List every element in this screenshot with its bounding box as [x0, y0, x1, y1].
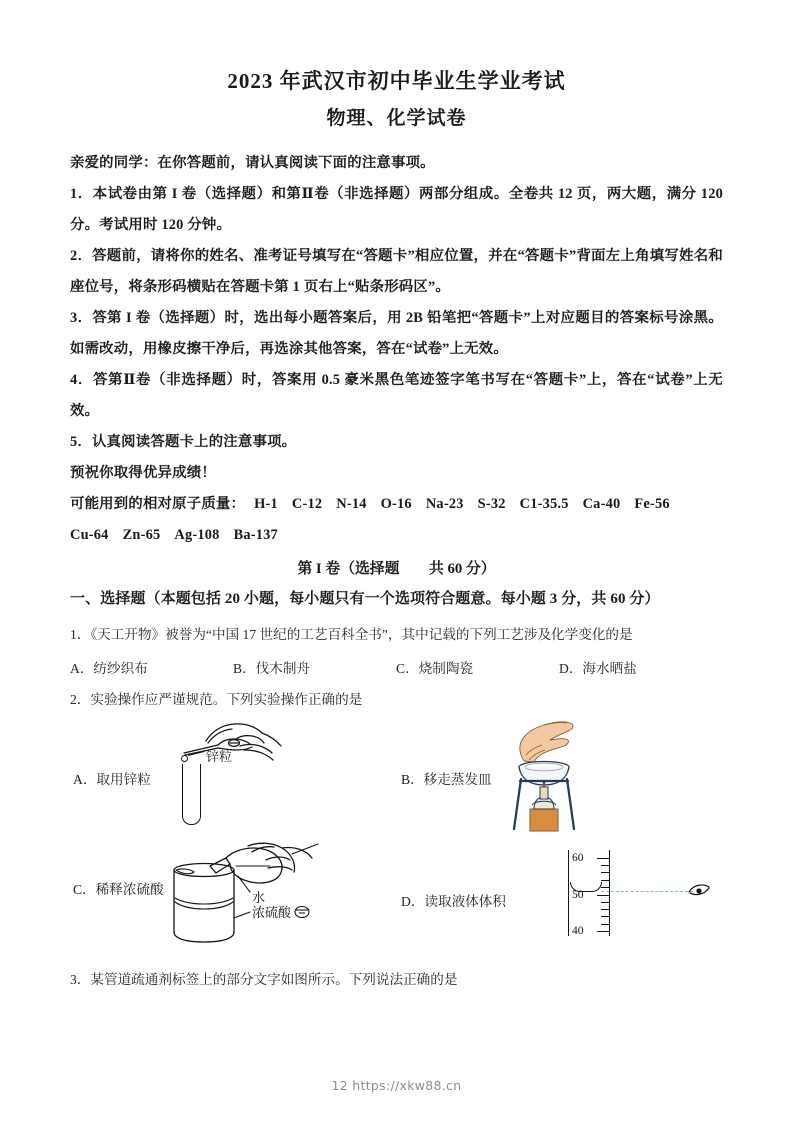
footer-watermark: 12 https://xkw88.cn — [331, 1078, 462, 1093]
atomic-mass-cl: C1-35.5 — [519, 496, 569, 512]
notice-item-5: 5．认真阅读答题卡上的注意事项。 — [70, 434, 297, 450]
cylinder-minor-tick — [601, 872, 610, 873]
concentrated-sulfuric-acid-annotation: 浓硫酸 — [252, 905, 292, 920]
cylinder-minor-tick — [601, 902, 610, 903]
question-1-option-c[interactable]: C．烧制陶瓷 — [396, 661, 474, 676]
notice-block — [70, 148, 723, 489]
dilute-sulfuric-acid-icon — [170, 840, 390, 960]
question-2-option-c[interactable] — [70, 840, 396, 965]
notice-item-4: 4．答第Ⅱ卷（非选择题）时，答案用 0.5 豪米黑色笔迹签字笔书写在“答题卡”上，答在“试卷”上无效。 — [70, 372, 723, 419]
notice-item-3: 3．答第 I 卷（选择题）时，选出每小题答案后，用 2B 铅笔把“答题卡”上对应题目的答案标号涂黑。如需改动，用橡皮擦干净后，再选涂其他答案，答在“试卷”上无效。 — [70, 310, 723, 357]
page-content — [70, 0, 723, 991]
cylinder-minor-tick — [601, 909, 610, 910]
eye-sight-line — [601, 891, 693, 892]
hand-with-tweezers-icon — [178, 719, 298, 767]
hand-icon — [520, 722, 573, 762]
cylinder-scale-50: 50 — [572, 889, 584, 901]
question-1-option-b[interactable]: B．伐木制舟 — [233, 661, 311, 676]
zinc-granule-annotation: 锌粒 — [206, 749, 233, 764]
atomic-mass-cu: Cu-64 — [70, 527, 109, 543]
eye-icon — [688, 881, 712, 901]
atomic-mass-c: C-12 — [291, 496, 323, 512]
test-tube-icon — [182, 764, 201, 825]
cylinder-tick-40 — [597, 931, 610, 932]
cylinder-scale-60: 60 — [572, 852, 584, 864]
atomic-mass-ca: Ca-40 — [582, 496, 621, 512]
question-2-option-d-label: D．读取液体体积 — [401, 894, 506, 909]
cylinder-tick-50 — [597, 895, 610, 896]
atomic-mass-fe: Fe-56 — [634, 496, 670, 512]
atomic-mass-o: O-16 — [380, 496, 412, 512]
atomic-mass-ag: Ag-108 — [174, 527, 220, 543]
question-3-stem: 3．某管道疏通剂标签上的部分文字如图所示。下列说法正确的是 — [70, 972, 458, 987]
atomic-mass-n: N-14 — [336, 496, 367, 512]
notice-wish: 预祝你取得优异成绩！ — [70, 465, 216, 481]
notice-greeting: 亲爱的同学：在你答题前，请认真阅读下面的注意事项。 — [70, 155, 435, 171]
volume-one-heading: 第 I 卷（选择题 共 60 分） — [297, 561, 496, 577]
choice-section-heading: 一、选择题（本题包括 20 小题，每小题只有一个选项符合题意。每小题 3 分，共 60 分） — [70, 591, 660, 607]
notice-item-1: 1．本试卷由第 I 卷（选择题）和第Ⅱ卷（非选择题）两部分组成。全卷共 12 页，两大题，满分 120 分。考试用时 120 分钟。 — [70, 186, 723, 233]
atomic-mass-na: Na-23 — [425, 496, 464, 512]
page-subtitle: 物理、化学试卷 — [326, 108, 467, 130]
beaker-icon — [174, 864, 234, 943]
water-annotation: 水 — [252, 890, 266, 905]
alcohol-lamp-icon — [530, 783, 558, 831]
question-2-option-a[interactable] — [70, 715, 396, 840]
atomic-mass-label: 可能用到的相对原子质量： — [70, 496, 246, 512]
atomic-mass-block — [70, 489, 723, 551]
cylinder-scale-40: 40 — [572, 925, 584, 937]
atomic-mass-line-1 — [70, 489, 723, 520]
notice-item-2: 2．答题前，请将你的姓名、准考证号填写在“答题卡”相应位置，并在“答题卡”背面左上角填写姓名和座位号，将条形码横贴在答题卡第 1 页右上“贴条形码区”。 — [70, 248, 723, 295]
question-2-stem: 2．实验操作应严谨规范。下列实验操作正确的是 — [70, 692, 363, 707]
reagent-bottle-icon — [210, 848, 282, 883]
question-2-option-b[interactable] — [396, 715, 723, 840]
question-1-option-a[interactable]: A．纺纱织布 — [70, 661, 148, 676]
question-2-option-a-label: A．取用锌粒 — [73, 772, 151, 787]
atomic-mass-line-2 — [70, 520, 723, 551]
cylinder-minor-tick — [601, 924, 610, 925]
atomic-mass-zn: Zn-65 — [122, 527, 161, 543]
evaporating-dish-on-tripod-icon — [494, 717, 594, 837]
question-2-option-c-label: C．稀释浓硫酸 — [73, 882, 164, 897]
question-2-option-b-label: B．移走蒸发皿 — [401, 772, 492, 787]
atomic-mass-s: S-32 — [477, 496, 506, 512]
cylinder-minor-tick — [601, 880, 610, 881]
cylinder-left-wall — [568, 850, 569, 936]
question-1-options — [70, 646, 723, 680]
question-1-option-d[interactable]: D．海水晒盐 — [559, 661, 637, 676]
cylinder-minor-tick — [601, 887, 610, 888]
cylinder-tick-60 — [597, 858, 610, 859]
cylinder-minor-tick — [601, 865, 610, 866]
cylinder-minor-tick — [601, 916, 610, 917]
atomic-mass-ba: Ba-137 — [233, 527, 278, 543]
small-vessel-icon — [295, 907, 309, 918]
question-2-figures — [70, 715, 723, 965]
liquid-meniscus-icon — [570, 882, 602, 892]
question-2-option-d[interactable] — [396, 840, 723, 965]
page-title: 2023 年武汉市初中毕业生学业考试 — [227, 69, 566, 93]
atomic-mass-h: H-1 — [254, 496, 278, 512]
question-1-stem: 1．《天工开物》被誉为“中国 17 世纪的工艺百科全书”，其中记载的下列工艺涉及化学变化的是 — [70, 627, 633, 642]
